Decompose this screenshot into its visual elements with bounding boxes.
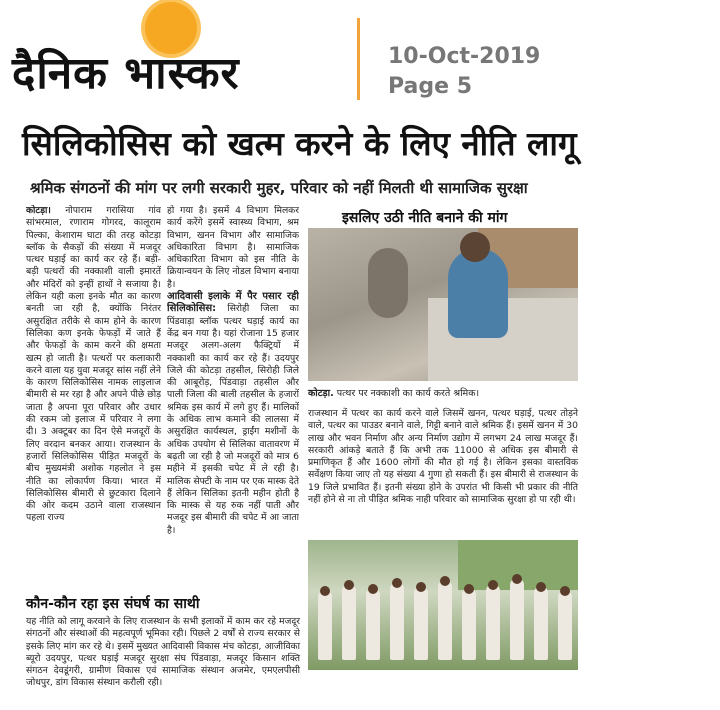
- section-text: यह नीति को लागू करवाने के लिए राजस्थान के सभी इलाकों में काम कर रहे मजदूर संगठनों और संस्थाओं की महत्वपूर्ण भूमिका रही। पिछले 2 वर्षों से राज्य सरकार से इसके लिए मांग कर रहे थे। इसमें मुख्यत आदिवासी विकास मंच कोटड़ा, आजीविका ब्यूरो उदयपुर, पत्थर घड़ाई मजदूर सुरक्षा संघ पिंडवाड़ा, मजदूर किसान शक्ति संगठन देवडूंगरी, ग्रामीण विकास एवं सामाजिक संस्थान अजमेर, एमएलपीसी जोधपुर, डांग विकास संस्थान करौली रही।: [26, 616, 300, 689]
- photo-caption: [308, 386, 578, 399]
- article-headline: सिलिकोसिस को खत्म करने के लिए नीति लागू: [22, 124, 577, 163]
- group-person-head: [536, 582, 546, 592]
- column-2-subheading: आदिवासी इलाके में पैर पसार रही सिलिकोसिस:: [167, 291, 299, 315]
- article-column-1: [26, 205, 161, 587]
- group-person: [342, 584, 356, 660]
- group-person-head: [368, 584, 378, 594]
- sun-logo-icon: [145, 2, 197, 54]
- group-person: [510, 578, 524, 660]
- article-column-3: राजस्थान में पत्थर का कार्य करने वाले जिसमें खनन, पत्थर घड़ाई, पत्थर तोड़ने वाले, पत्थर का पाउडर बनाने वाले, गिट्टी बनाने वाले श्रमिक हैं। इसमें खनन में 30 लाख और भवन निर्माण और अन्य निर्माण उद्योग में लगभग 24 लाख मजदूर हैं। सरकारी आंकड़े बताते हैं कि अभी तक 11000 से अधिक इस बीमारी से प्रमाणिकृत हैं और 1600 लोगों की मौत हो गई है। लेकिन इसका वास्तविक सर्वेक्षण किया जाए तो यह संख्या 4 गुणा हो सकती हैं। इस बीमारी से राजस्थान के 19 जिले प्रभावित हैं। इतनी संख्या होने के उपरांत भी किसी भी प्रकार की नीति नहीं होने से ना तो पीड़ित श्रमिक नाही परिवार को सामाजिक सुरक्षा हो पा रही थी।: [308, 408, 578, 506]
- column-2-text-b: सिरोही जिला का पिंडवाड़ा ब्लॉक पत्थर घड़ाई कार्य का केंद्र बन गया है। यहां रोजाना 15 हजार मजदूर अलग-अलग फैक्ट्रियों में नक्काशी का कार्य कर रहे हैं। उदयपुर जिले की कोटड़ा तहसील, सिरोही जिले की आबूरोड़, पिंडवाड़ा तहसील और पाली जिला की बाली तहसील के हजारों श्रमिक इस कार्य में लगे हुए हैं। मालिकों के अधिक लाभ कमाने की लालसा में असुरक्षित कार्यस्थल, ड्राईंग मशीनों के अधिक उपयोग से सिलिका वातावरण में बढ़ती जा रही है जो मजदूरों को मात्र 6 महीने में इसकी चपेट में ले रही है। मालिक सेफ्टी के नाम पर एक मास्क देते हैं लेकिन सिलिका इतनी महीन होती है कि मास्क से यह रुक नहीं पाती और मजदूर इस बीमारी की चपेट में आ जाता है।: [167, 303, 299, 536]
- group-person-head: [392, 578, 402, 588]
- masthead: [0, 0, 720, 110]
- dateline: कोटड़ा।: [26, 205, 51, 216]
- newspaper-brand: दैनिक भास्कर: [12, 48, 240, 99]
- group-person-head: [344, 580, 354, 590]
- photo-caption-text: पत्थर पर नक्काशी का कार्य करते श्रमिक।: [336, 388, 480, 399]
- group-person: [534, 586, 548, 660]
- group-person: [366, 588, 380, 660]
- group-photo: [308, 540, 578, 670]
- column-1-text: नोपाराम गरासिया गांव सांभरमाल, रणाराम गोगरद, कालूराम पिल्का, केशाराम घाटा की तरह कोटड़ा ब्लॉक के सैकड़ों की संख्या में मजदूर पत्थर घड़ाई का कार्य कर रहे हैं। बड़ी-बड़ी पत्थरों की नक्काशी वाली इमारतें और मंदिरों को इन्हीं हाथों ने सजाया है। लेकिन यही कला इनके मौत का कारण बनती जा रही है, क्योंकि निरंतर असुरक्षित तरीके से काम होने के कारण सिलिका कण इनके फेफड़ों में जाते हैं और फेफड़ों के काम करने की क्षमता खत्म हो जाती है। पत्थरों पर कलाकारी करने वाला यह युवा मजदूर सांस नहीं लेने के कारण सिलिकोसिस नामक लाइलाज बीमारी से मर रहा है और अपने पीछे छोड़ जाता है अपना पूरा परिवार और उधार की रकम जो इलाज में परिवार ने लगा दी। 3 अक्टूबर का दिन ऐसे मजदूरों के लिए वरदान बनकर आया। राजस्थान के हजारों सिलिकोसिस पीड़ित मजदूरों के बीच मुख्यमंत्री अशोक गहलोत ने इस नीति का लोकार्पण किया। भारत में सिलिकोसिस बीमारी से छुटकारा दिलाने की ओर कदम उठाने वाला राजस्थान पहला राज्य: [26, 205, 161, 524]
- group-person: [390, 582, 404, 660]
- column-2-text-a: हो गया है। इसमें 4 विभाग मिलकर कार्य करेंगे इसमें स्वास्थ्य विभाग, श्रम विभाग, खनन विभाग और सामाजिक अधिकारिता विभाग है। सामाजिक अधिकारिता विभाग को इस नीति के क्रियान्वयन के लिए नोडल विभाग बनाया है।: [167, 205, 299, 290]
- group-person-head: [320, 586, 330, 596]
- article-subheadline: श्रमिक संगठनों की मांग पर लगी सरकारी मुहर, परिवार को नहीं मिलती थी सामाजिक सुरक्षा: [30, 179, 528, 197]
- group-person: [462, 588, 476, 660]
- group-person-head: [512, 574, 522, 584]
- group-person-head: [488, 580, 498, 590]
- group-person: [558, 590, 572, 660]
- photo-worker-head: [460, 232, 490, 262]
- page-number: Page 5: [388, 74, 473, 99]
- edition-date: 10-Oct-2019: [388, 44, 541, 69]
- group-person: [438, 580, 452, 660]
- group-person: [414, 586, 428, 660]
- group-person-head: [464, 584, 474, 594]
- stone-carving-photo: [308, 228, 578, 381]
- article-column-2: [167, 205, 299, 587]
- group-person-head: [440, 576, 450, 586]
- masthead-divider: [357, 18, 360, 100]
- section-heading: कौन-कौन रहा इस संघर्ष का साथी: [26, 596, 200, 612]
- photo-worker-background: [368, 248, 408, 318]
- group-person-head: [416, 582, 426, 592]
- why-heading: इसलिए उठी नीति बनाने की मांग: [342, 210, 508, 226]
- photo-caption-label: कोटड़ा.: [308, 388, 334, 399]
- group-person: [486, 584, 500, 660]
- group-person: [318, 590, 332, 660]
- group-person-head: [560, 586, 570, 596]
